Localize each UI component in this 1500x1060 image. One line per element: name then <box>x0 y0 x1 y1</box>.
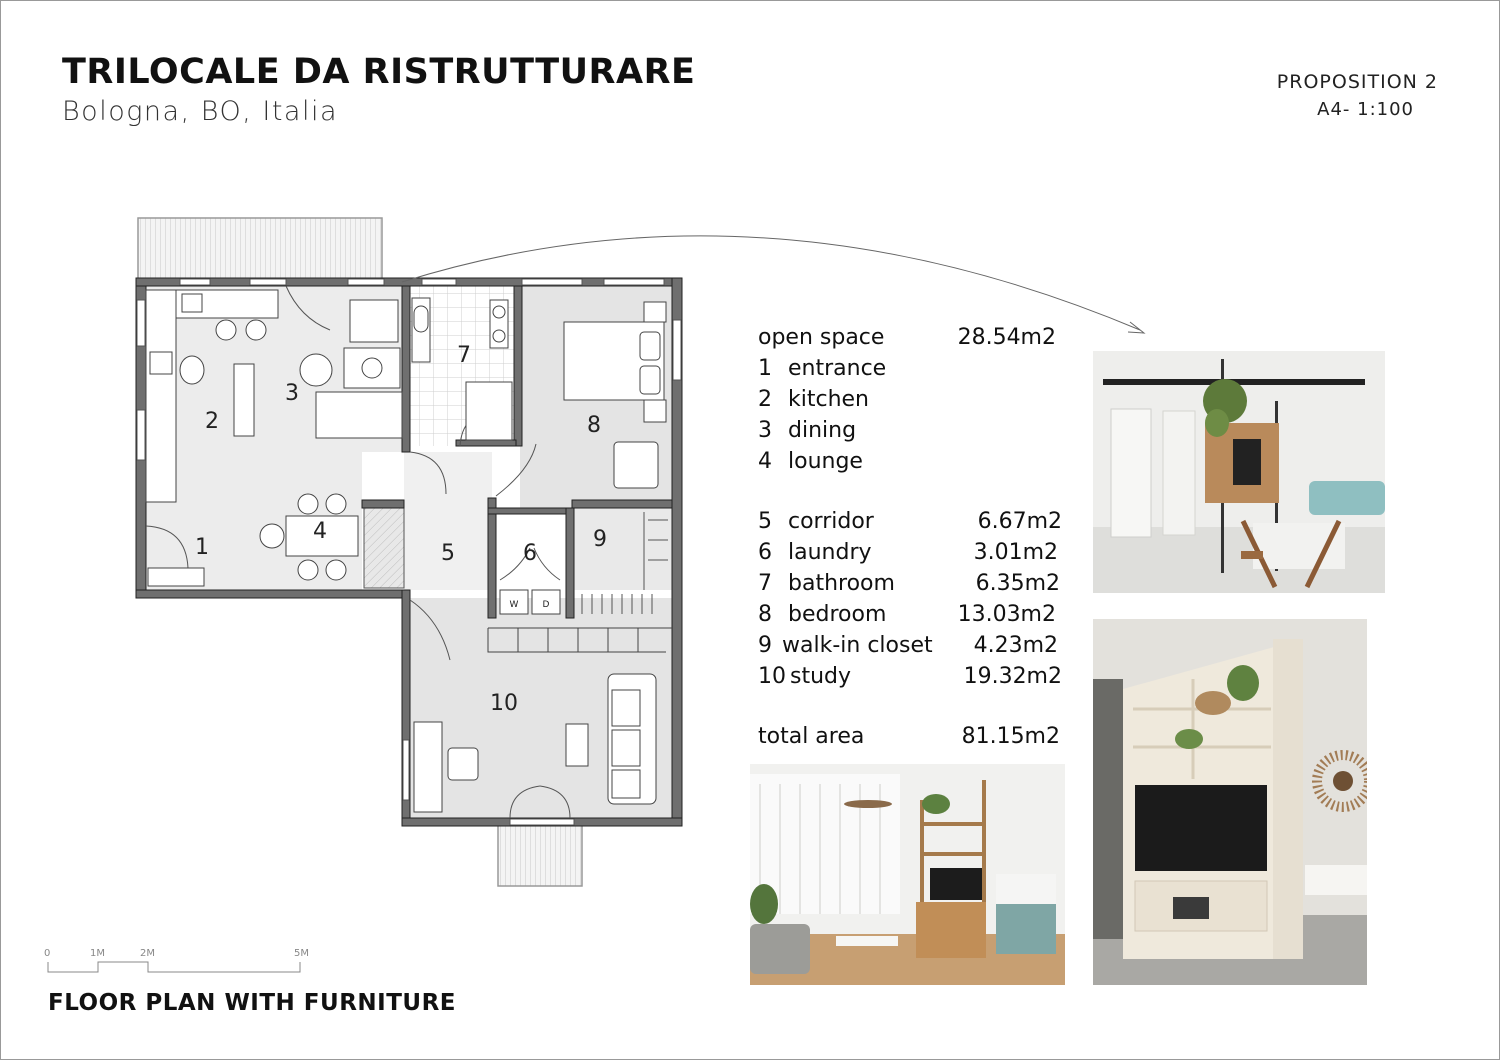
legend-room-name: bedroom <box>788 602 887 627</box>
area-legend <box>758 322 1078 752</box>
legend-num: 6 <box>758 540 772 565</box>
photo-living-partition-image <box>1093 351 1385 593</box>
legend-room-area: 3.01m2 <box>973 540 1058 565</box>
legend-room-name: corridor <box>788 509 874 534</box>
scale-tick-0: 0 <box>44 948 51 959</box>
location-subtitle: Bologna, BO, Italia <box>62 96 339 127</box>
legend-open-space-label: open space <box>758 325 885 350</box>
plan-caption: FLOOR PLAN WITH FURNITURE <box>48 990 457 1016</box>
legend-num: 10 <box>758 664 786 689</box>
legend-room-area: 6.35m2 <box>975 571 1060 596</box>
legend-room-name: bathroom <box>788 571 895 596</box>
room-number-4: 4 <box>313 519 327 544</box>
legend-row <box>758 384 1078 415</box>
legend-room-name: walk-in closet <box>782 633 933 658</box>
legend-total-label: total area <box>758 724 865 749</box>
legend-row <box>758 506 1078 537</box>
legend-room-name: study <box>790 664 852 689</box>
legend-row <box>758 568 1078 599</box>
legend-num: 3 <box>758 418 772 443</box>
legend-num: 5 <box>758 509 772 534</box>
legend-total <box>758 721 1078 752</box>
legend-spacer <box>758 692 1078 721</box>
legend-room-name: dining <box>788 418 857 443</box>
photo-living-room <box>750 764 1065 985</box>
room-number-7: 7 <box>457 343 471 368</box>
room-number-2: 2 <box>205 409 219 434</box>
washer-label: W <box>509 600 519 610</box>
legend-room-name: lounge <box>788 449 863 474</box>
terrace-top <box>138 218 382 280</box>
scale-tick-5m: 5M <box>294 948 309 959</box>
photo-living-room-image <box>750 764 1065 985</box>
scale-bar <box>48 962 300 972</box>
legend-row <box>758 599 1078 630</box>
room-number-8: 8 <box>587 413 601 438</box>
room-number-6: 6 <box>523 541 537 566</box>
legend-room-area: 6.67m2 <box>977 509 1062 534</box>
legend-row <box>758 630 1078 661</box>
legend-room-name: entrance <box>788 356 887 381</box>
floor-corridor <box>404 452 492 590</box>
legend-total-area: 81.15m2 <box>961 724 1060 749</box>
legend-row <box>758 537 1078 568</box>
room-number-1: 1 <box>195 535 209 560</box>
photo-tv-bookcase-image <box>1093 619 1367 985</box>
legend-num: 4 <box>758 449 772 474</box>
proposition-label: PROPOSITION 2 <box>1276 71 1438 93</box>
room-number-10: 10 <box>490 691 518 716</box>
room-number-5: 5 <box>441 541 455 566</box>
legend-open-space-area: 28.54m2 <box>957 325 1056 350</box>
legend-row <box>758 446 1078 477</box>
legend-room-name: laundry <box>788 540 872 565</box>
room-number-3: 3 <box>285 381 299 406</box>
legend-spacer <box>758 477 1078 506</box>
legend-room-area: 19.32m2 <box>963 664 1062 689</box>
legend-num: 2 <box>758 387 772 412</box>
legend-row <box>758 415 1078 446</box>
arrow-head <box>1128 322 1144 333</box>
terrace-bottom <box>498 824 582 886</box>
photo-living-partition <box>1093 351 1385 593</box>
photo-tv-bookcase <box>1093 619 1367 985</box>
legend-num: 7 <box>758 571 772 596</box>
legend-room-area: 4.23m2 <box>973 633 1058 658</box>
scale-label: A4- 1:100 <box>1317 99 1414 120</box>
legend-room-name: kitchen <box>788 387 869 412</box>
legend-open-space <box>758 322 1078 353</box>
page-title: TRILOCALE DA RISTRUTTURARE <box>62 52 696 92</box>
legend-num: 1 <box>758 356 772 381</box>
legend-row <box>758 661 1078 692</box>
scale-tick-2m: 2M <box>140 948 155 959</box>
shaft <box>364 508 404 588</box>
legend-num: 8 <box>758 602 772 627</box>
room-number-9: 9 <box>593 527 607 552</box>
legend-num: 9 <box>758 633 772 658</box>
dryer-label: D <box>542 600 550 610</box>
legend-room-area: 13.03m2 <box>957 602 1056 627</box>
legend-row <box>758 353 1078 384</box>
scale-tick-1m: 1M <box>90 948 105 959</box>
